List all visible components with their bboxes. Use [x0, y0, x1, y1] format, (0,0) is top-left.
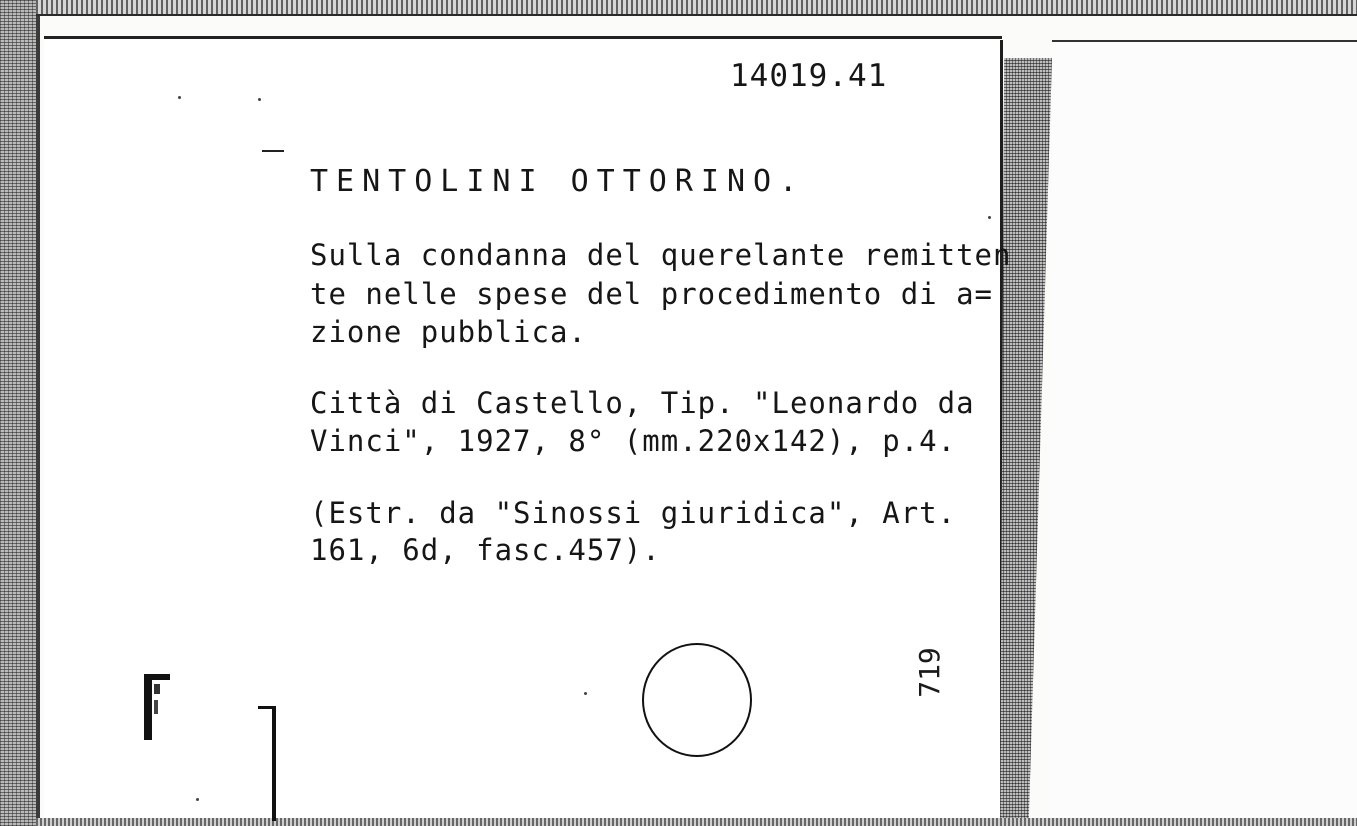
top-scan-edge: [36, 0, 1357, 16]
imprint-line-1: Città di Castello, Tip. "Leonardo da: [310, 386, 975, 420]
bottom-scan-edge: [36, 818, 1357, 826]
speck: [584, 692, 587, 695]
title-line-2: te nelle spese del procedimento di a=: [310, 277, 994, 311]
f-marker-icon: [142, 670, 172, 744]
side-number: 719: [912, 647, 946, 698]
author-heading: TENTOLINI OTTORINO.: [310, 164, 806, 199]
speck: [196, 798, 199, 801]
card-stack-edge: [1000, 58, 1052, 826]
catalog-number: 14019.41: [730, 58, 888, 94]
margin-dash-mark: [262, 150, 284, 152]
left-scan-edge: [0, 0, 38, 826]
speck: [178, 96, 181, 99]
note-line-1: (Estr. da "Sinossi giuridica", Art.: [310, 496, 957, 530]
punch-hole: [642, 643, 752, 757]
corner-bracket: [258, 706, 276, 821]
imprint-line-2: Vinci", 1927, 8° (mm.220x142), p.4.: [310, 424, 957, 458]
note-line-2: 161, 6d, fasc.457).: [310, 533, 661, 567]
title-line-1: Sulla condanna del querelante remitten: [310, 238, 1012, 272]
speck: [258, 98, 261, 101]
speck: [988, 216, 991, 219]
adjacent-card-area: [1052, 40, 1357, 826]
title-line-3: zione pubblica.: [310, 315, 587, 349]
left-border-line: [36, 0, 40, 826]
